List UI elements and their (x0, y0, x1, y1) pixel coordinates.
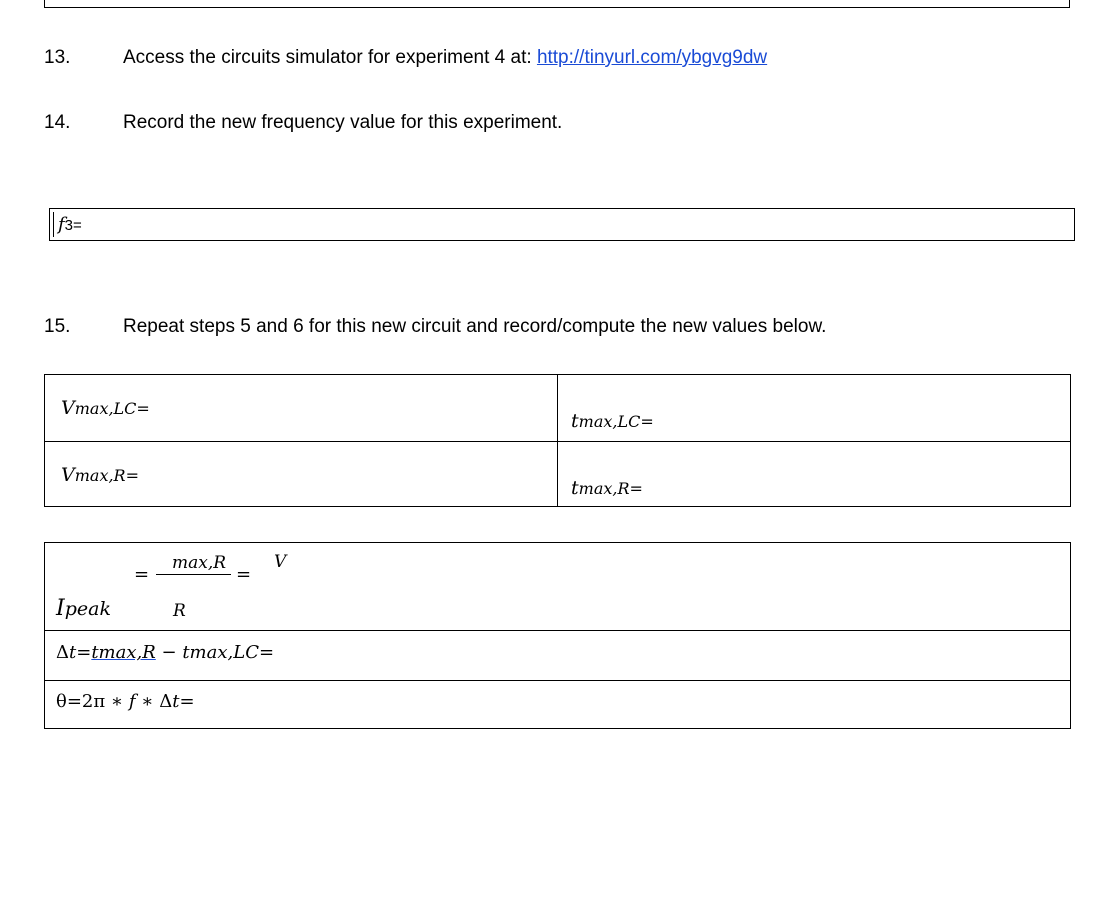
previous-answer-box (44, 0, 1070, 8)
ipeak-equals-2: = (236, 564, 252, 585)
vmax-r-label: Vmax,R= (61, 464, 140, 486)
fraction-bar (156, 574, 231, 575)
formula-table (44, 542, 1071, 729)
cursor-line (53, 212, 54, 237)
ipeak-label: Ipeak (56, 596, 111, 621)
step-15-text: Repeat steps 5 and 6 for this new circuit and record/compute the new values below. (123, 316, 827, 337)
f3-answer-field[interactable] (49, 208, 1075, 241)
step-13-instruction: Access the circuits simulator for experiment 4 at: (123, 47, 537, 68)
delta-t-formula[interactable]: Δt=tmax,R − tmax,LC= (56, 642, 275, 663)
f3-label: f3= (58, 214, 82, 235)
simulator-link[interactable]: http://tinyurl.com/ybgvg9dw (536, 47, 768, 68)
step-15-number: 15. (44, 316, 71, 337)
vmax-lc-cell[interactable] (45, 375, 558, 442)
measurement-table (44, 374, 1071, 507)
step-13-number: 13. (44, 47, 71, 68)
row-divider-1 (45, 630, 1070, 631)
ipeak-numerator-symbol: V (274, 552, 287, 572)
ipeak-equals-1: = (134, 564, 150, 585)
tmax-lc-label: tmax,LC= (571, 410, 654, 432)
step-14-number: 14. (44, 112, 71, 133)
tmax-lc-cell[interactable] (558, 375, 1071, 442)
ipeak-denominator: R (173, 601, 186, 621)
row-divider-2 (45, 680, 1070, 681)
tmax-r-cell[interactable] (558, 442, 1071, 507)
theta-formula[interactable]: θ=2π ∗ f ∗ Δt= (56, 691, 195, 712)
step-13-text (123, 47, 767, 69)
vmax-lc-label: Vmax,LC= (61, 397, 150, 419)
step-14-text: Record the new frequency value for this experiment. (123, 112, 563, 133)
vmax-r-cell[interactable] (45, 442, 558, 507)
tmax-r-label: tmax,R= (571, 477, 643, 499)
ipeak-numerator: max,R (172, 553, 227, 573)
